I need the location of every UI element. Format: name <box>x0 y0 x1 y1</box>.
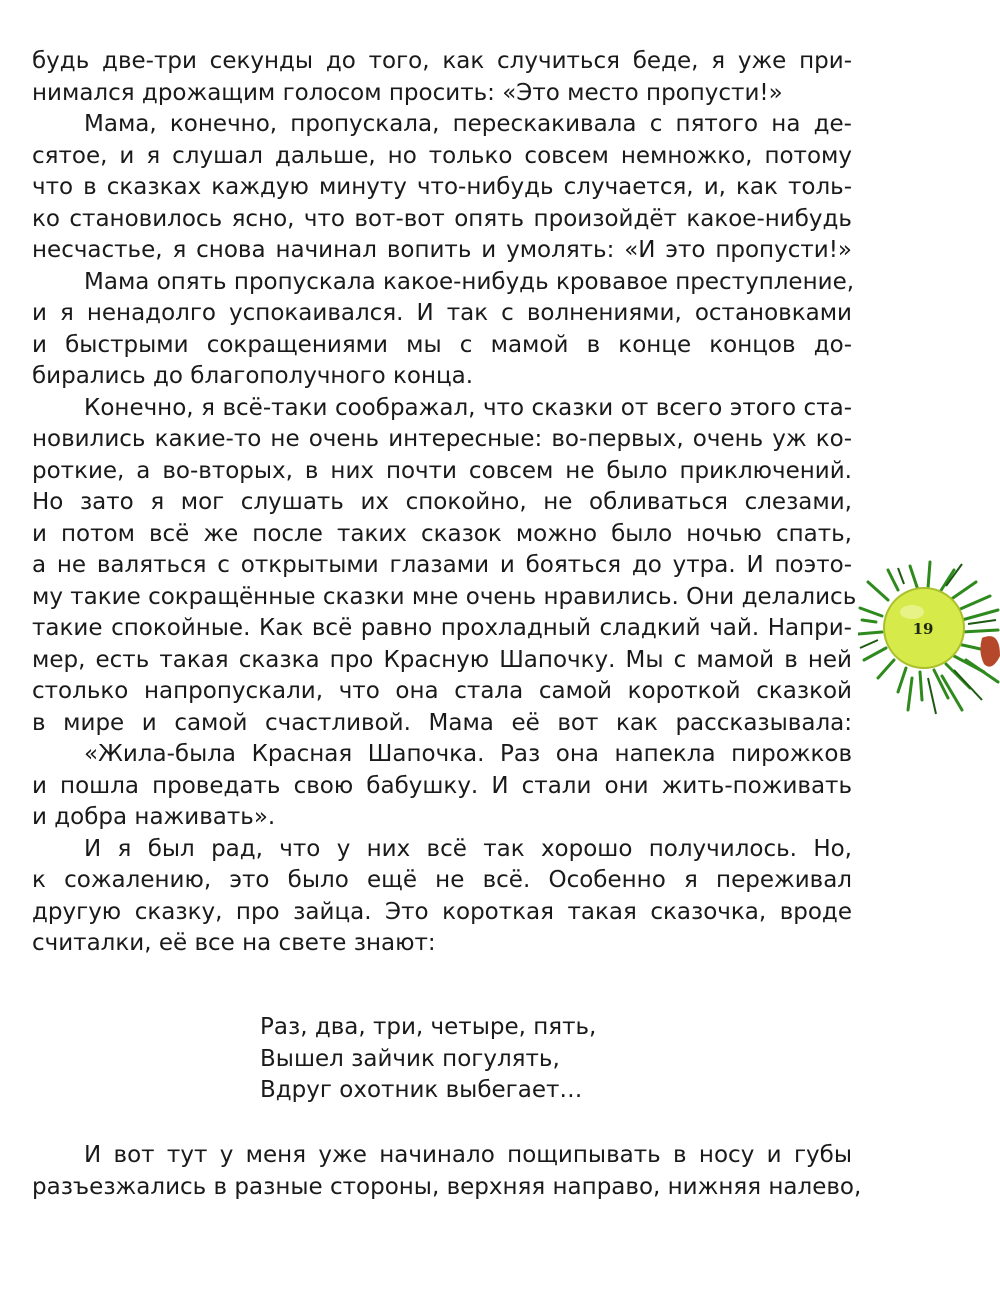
text-line: столько напропускали, что она стала самой короткой сказкой <box>32 678 852 704</box>
text-line: мер, есть такая сказка про Красную Шапочку. Мы с мамой в ней <box>32 646 852 673</box>
paragraph <box>32 46 852 109</box>
text-line: считалки, её все на свете знают: <box>32 930 436 956</box>
text-line: и потом всё же после таких сказок можно было ночью спать, <box>32 520 852 547</box>
text-line: Но зато я мог слушать их спокойно, не обливаться слезами, <box>32 489 852 515</box>
paragraph <box>32 739 852 834</box>
text-line: Конечно, я всё-таки соображал, что сказки от всего этого ста- <box>84 394 852 421</box>
paragraph <box>32 267 855 393</box>
text-line: такие спокойные. Как всё равно прохладный сладкий чай. Напри- <box>32 615 852 641</box>
text-line: роткие, а во-вторых, в них почти совсем не было приключений. <box>32 457 852 484</box>
text-line: несчастье, я снова начинал вопить и умолять: «И это пропусти!» <box>32 237 852 263</box>
text-line: ко становилось ясно, что вот-вот опять произойдёт какое-нибудь <box>32 205 852 232</box>
text-line: и добра наживать». <box>32 804 276 830</box>
page-number-ornament <box>858 560 1000 720</box>
paragraph <box>32 834 852 960</box>
text-line: а не валяться с открытыми глазами и бояться до утра. И поэто- <box>32 552 852 578</box>
closing-paragraph <box>32 1140 862 1203</box>
text-line: и я ненадолго успокаивался. И так с волнениями, остановками <box>32 300 852 326</box>
text-line: новились какие-то не очень интересные: во-первых, очень уж ко- <box>32 426 852 452</box>
paragraph <box>32 109 852 267</box>
verse-line: Вышел зайчик погулять, <box>260 1045 560 1072</box>
text-line: Мама, конечно, пропускала, перескакивала с пятого на де- <box>84 111 852 137</box>
text-line: что в сказках каждую минуту что-нибудь случается, и, как толь- <box>32 174 852 200</box>
text-line: будь две-три секунды до того, как случиться беде, я уже при- <box>32 48 852 74</box>
text-line: другую сказку, про зайца. Это короткая такая сказочка, вроде <box>32 898 852 925</box>
leaf-accent-icon <box>980 636 1000 667</box>
text-line: бирались до благополучного конца. <box>32 363 474 389</box>
text-line: разъезжались в разные стороны, верхняя направо, нижняя налево, <box>32 1173 862 1200</box>
text-line: Мама опять пропускала какое-нибудь кровавое преступление, <box>84 268 855 295</box>
text-line: в мире и самой счастливой. Мама её вот как рассказывала: <box>32 709 852 736</box>
text-line: и пошла проведать свою бабушку. И стали они жить-поживать <box>32 772 852 799</box>
text-line: И я был рад, что у них всё так хорошо получилось. Но, <box>84 835 852 862</box>
text-line: и быстрыми сокращениями мы с мамой в конце концов до- <box>32 331 852 358</box>
text-line: к сожалению, это было ещё не всё. Особенно я переживал <box>32 867 852 893</box>
text-line: му такие сокращённые сказки мне очень нравились. Они делались <box>32 583 857 610</box>
text-line: «Жила-была Красная Шапочка. Раз она напекла пирожков <box>84 741 852 767</box>
rhyme-verse <box>260 1012 660 1107</box>
main-text <box>32 46 857 960</box>
text-line: сятое, и я слушал дальше, но только совсем немножко, потому <box>32 142 852 169</box>
text-line: нимался дрожащим голосом просить: «Это место пропусти!» <box>32 79 783 106</box>
verse-line: Вдруг охотник выбегает… <box>260 1077 583 1103</box>
page-number: 19 <box>912 620 934 638</box>
paragraph <box>32 393 857 740</box>
verse-line: Раз, два, три, четыре, пять, <box>260 1014 597 1040</box>
text-line: И вот тут у меня уже начинало пощипывать в носу и губы <box>84 1142 852 1168</box>
